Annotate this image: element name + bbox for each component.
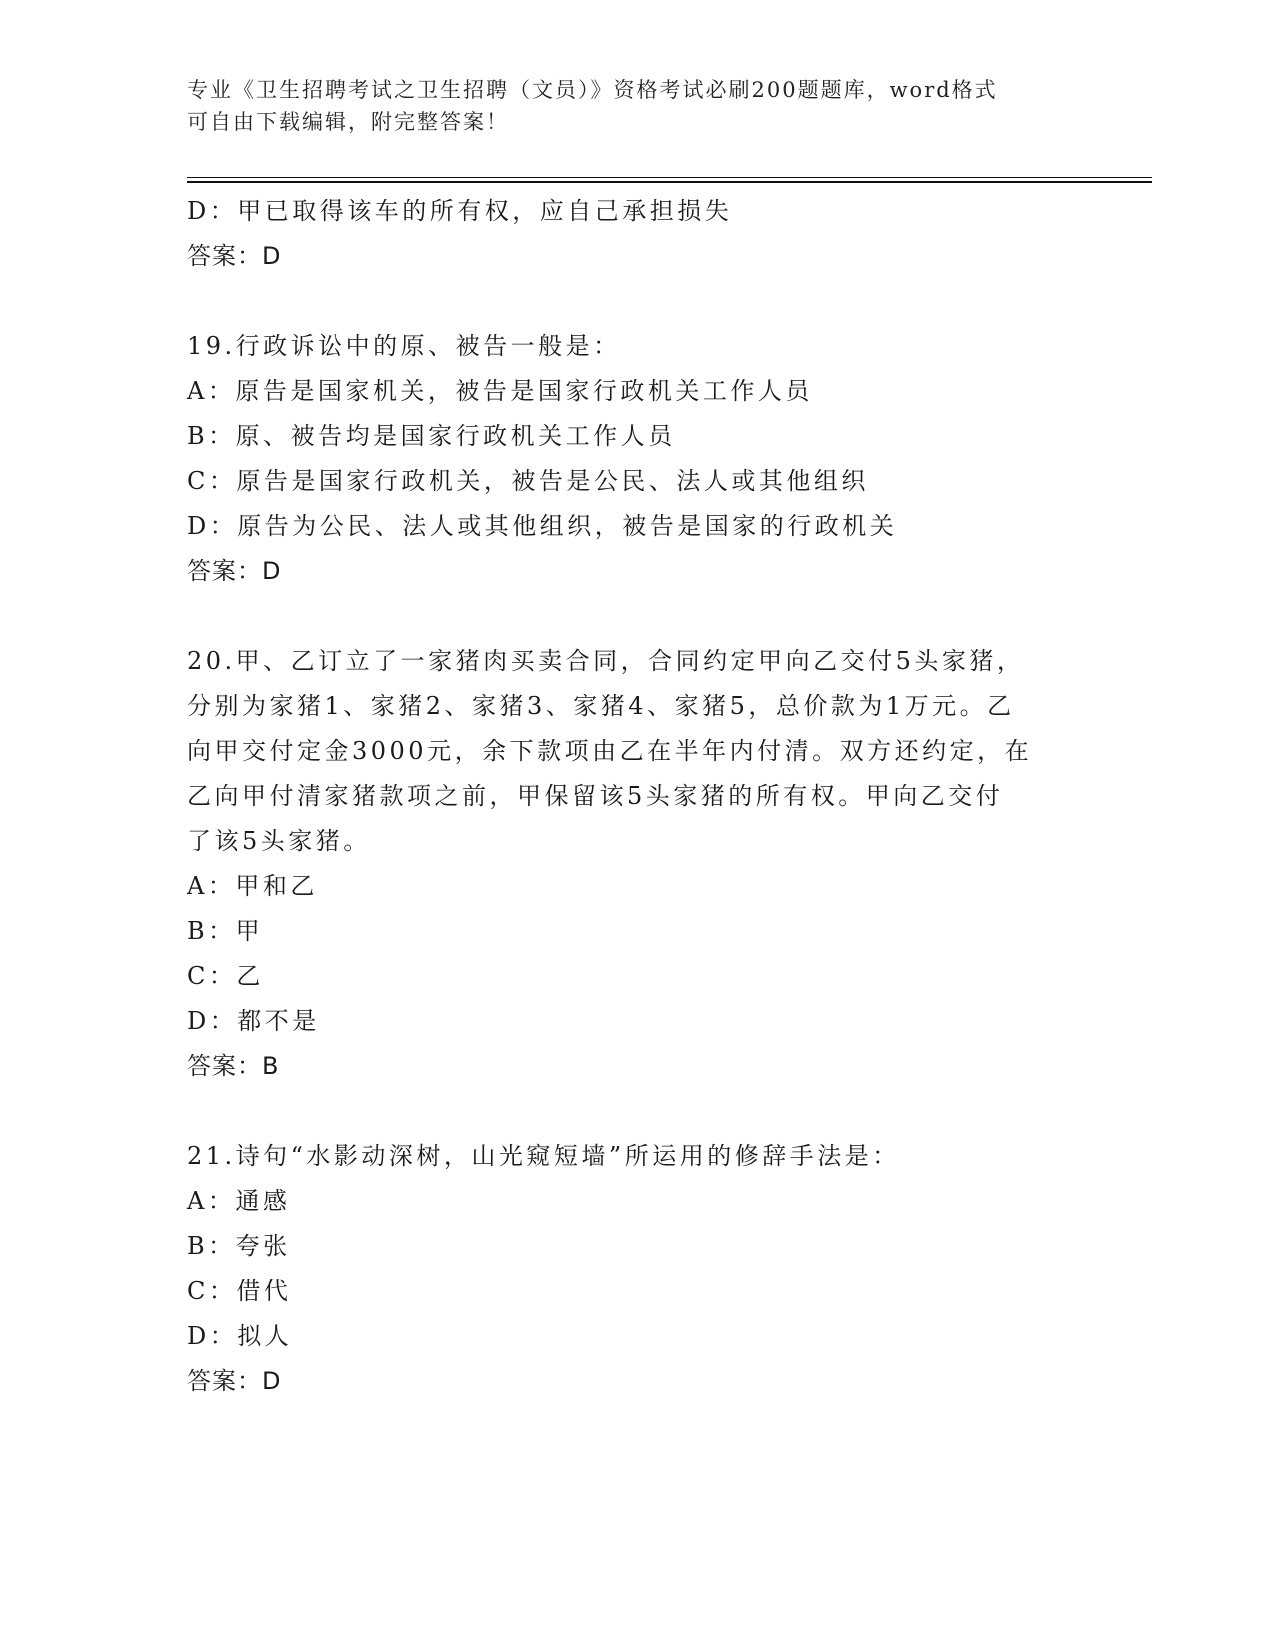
header-title-line-1: 专业《卫生招聘考试之卫生招聘（文员）》资格考试必刷200题题库，word格式 bbox=[187, 78, 998, 102]
option-b: B：甲 bbox=[187, 917, 264, 945]
header-title-line-2: 可自由下载编辑，附完整答案！ bbox=[187, 110, 509, 134]
answer-line: 答案：B bbox=[187, 1052, 280, 1080]
question-19 bbox=[187, 324, 1087, 594]
option-d: D：原告为公民、法人或其他组织，被告是国家的行政机关 bbox=[187, 512, 898, 540]
question-stem-line-4: 乙向甲付清家猪款项之前，甲保留该5头家猪的所有权。甲向乙交付 bbox=[187, 782, 1004, 810]
question-stem: 19.行政诉讼中的原、被告一般是： bbox=[187, 332, 621, 360]
spacer bbox=[187, 594, 1087, 639]
option-d: D：甲已取得该车的所有权，应自己承担损失 bbox=[187, 197, 733, 225]
question-stem-line-2: 分别为家猪1、家猪2、家猪3、家猪4、家猪5，总价款为1万元。乙 bbox=[187, 692, 1015, 720]
header-divider-thick bbox=[187, 181, 1152, 183]
option-a: A：甲和乙 bbox=[187, 872, 318, 900]
answer-line: 答案：D bbox=[187, 242, 282, 270]
question-21 bbox=[187, 1134, 1087, 1404]
question-stem-line-3: 向甲交付定金3000元，余下款项由乙在半年内付清。双方还约定，在 bbox=[187, 737, 1033, 765]
option-a: A：通感 bbox=[187, 1187, 291, 1215]
question-18-continued bbox=[187, 189, 1087, 279]
option-c: C：乙 bbox=[187, 962, 264, 990]
question-20 bbox=[187, 639, 1087, 1089]
option-d: D：拟人 bbox=[187, 1322, 293, 1350]
option-b: B：夸张 bbox=[187, 1232, 291, 1260]
question-stem: 21.诗句“水影动深树，山光窥短墙”所运用的修辞手法是： bbox=[187, 1142, 900, 1170]
document-header bbox=[187, 74, 1067, 138]
option-c: C：原告是国家行政机关，被告是公民、法人或其他组织 bbox=[187, 467, 869, 495]
spacer bbox=[187, 1089, 1087, 1134]
document-body bbox=[187, 189, 1087, 1404]
question-stem-line-5: 了该5头家猪。 bbox=[187, 827, 371, 855]
option-a: A：原告是国家机关，被告是国家行政机关工作人员 bbox=[187, 377, 813, 405]
header-divider-thin bbox=[187, 177, 1152, 178]
option-d: D：都不是 bbox=[187, 1007, 320, 1035]
question-stem-line-1: 20.甲、乙订立了一家猪肉买卖合同，合同约定甲向乙交付5头家猪， bbox=[187, 647, 1025, 675]
answer-line: 答案：D bbox=[187, 557, 282, 585]
spacer bbox=[187, 279, 1087, 324]
option-c: C：借代 bbox=[187, 1277, 292, 1305]
option-b: B：原、被告均是国家行政机关工作人员 bbox=[187, 422, 676, 450]
answer-line: 答案：D bbox=[187, 1367, 282, 1395]
